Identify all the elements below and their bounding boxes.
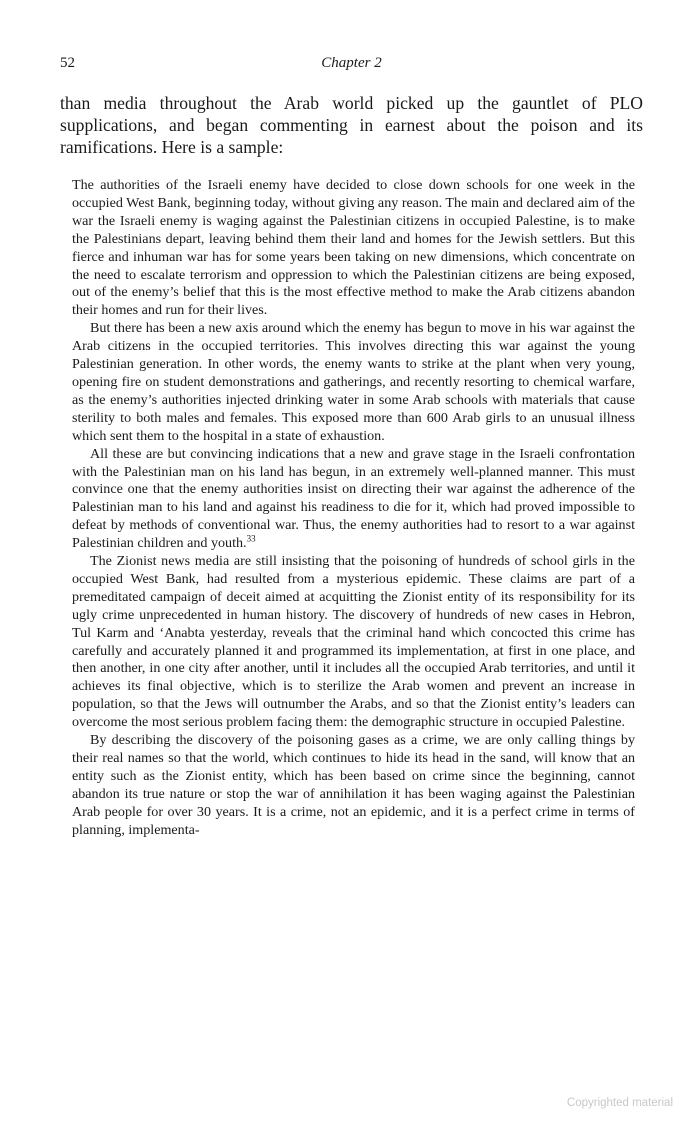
copyright-watermark: Copyrighted material [566,1097,673,1109]
quote-paragraph-4: The Zionist news media are still insisting that the poisoning of hundreds of school girls in the occupied West Bank, had resulted from a mysterious epidemic. These claims are part of a premeditated campaign of deceit aimed at acquitting the Zionist entity of its responsibility for its ugly crime unprecedented in human history. The discovery of hundreds of new cases in Hebron, Tul Karm and ‘Anabta yesterday, reveals that the criminal hand which concocted this crime has carefully and accurately planned it and programmed its implementation, at first in one place, and then another, in one city after another, until it includes all the occupied Arab territories, and until it achieves its final objective, which is to sterilize the Arab women and prevent an increase in population, so that the Jews will outnumber the Arabs, and so that the Zionist entity’s leaders can overcome the most serious problem facing them: the demographic structure in occupied Palestine. [72,553,635,731]
quote-paragraph-3 [72,446,635,553]
quote-paragraph-3-text: All these are but convincing indications that a new and grave stage in the Israeli confrontation with the Palestinian man on his land has begun, in an extremely well-planned manner. This must convince one that the enemy authorities insist on directing their war against the adherence of the Palestinian man to his land and against his readiness to die for it, which had proved impossible to defeat by methods of conventional war. Thus, the enemy authorities had to resort to a war against Palestinian children and youth. [72,445,635,552]
quote-paragraph-1: The authorities of the Israeli enemy have decided to close down schools for one week in the occupied West Bank, beginning today, without giving any reason. The main and declared aim of the war the Israeli enemy is waging against the Palestinian citizens in occupied Palestine, is to make the Palestinians depart, leaving behind them their land and homes for the Jewish settlers. But this fierce and inhuman war has for some years been taking on new dimensions, which concentrate on the need to escalate terrorism and oppression to which the Palestinian citizens are being exposed, out of the enemy’s belief that this is the most effective method to make the Arab citizens abandon their homes and run for their lives. [72,177,635,319]
quote-paragraph-5: By describing the discovery of the poisoning gases as a crime, we are only calling things by their real names so that the world, which continues to hide its head in the sand, will know that an entity such as the Zionist entity, which has been based on crime since the beginning, cannot abandon its true nature or stop the war of annihilation it has been waging against the Palestinian Arab people for over 30 years. It is a crime, not an epidemic, and it is a perfect crime in terms of planning, implementa- [72,732,635,838]
footnote-marker: 33 [246,533,256,544]
block-quote [72,177,635,840]
running-head [60,52,643,74]
quote-paragraph-2: But there has been a new axis around which the enemy has begun to move in his war against the Arab citizens in the occupied territories. This involves directing this war against the young Palestinian generation. In other words, the enemy wants to strike at the plant when very young, opening fire on student demonstrations and gatherings, and recently resorting to chemical warfare, as the enemy’s authorities injected drinking water in some Arab schools with materials that cause sterility to both males and females. This exposed more than 600 Arab girls to an unusual illness which sent them to the hospital in a state of exhaustion. [72,320,635,444]
intro-paragraph: than media throughout the Arab world picked up the gauntlet of PLO supplications, and began commenting in earnest about the poison and its ramifications. Here is a sample: [60,93,643,157]
book-page [60,52,643,840]
chapter-title: Chapter 2 [321,55,382,71]
page-number: 52 [60,55,75,71]
